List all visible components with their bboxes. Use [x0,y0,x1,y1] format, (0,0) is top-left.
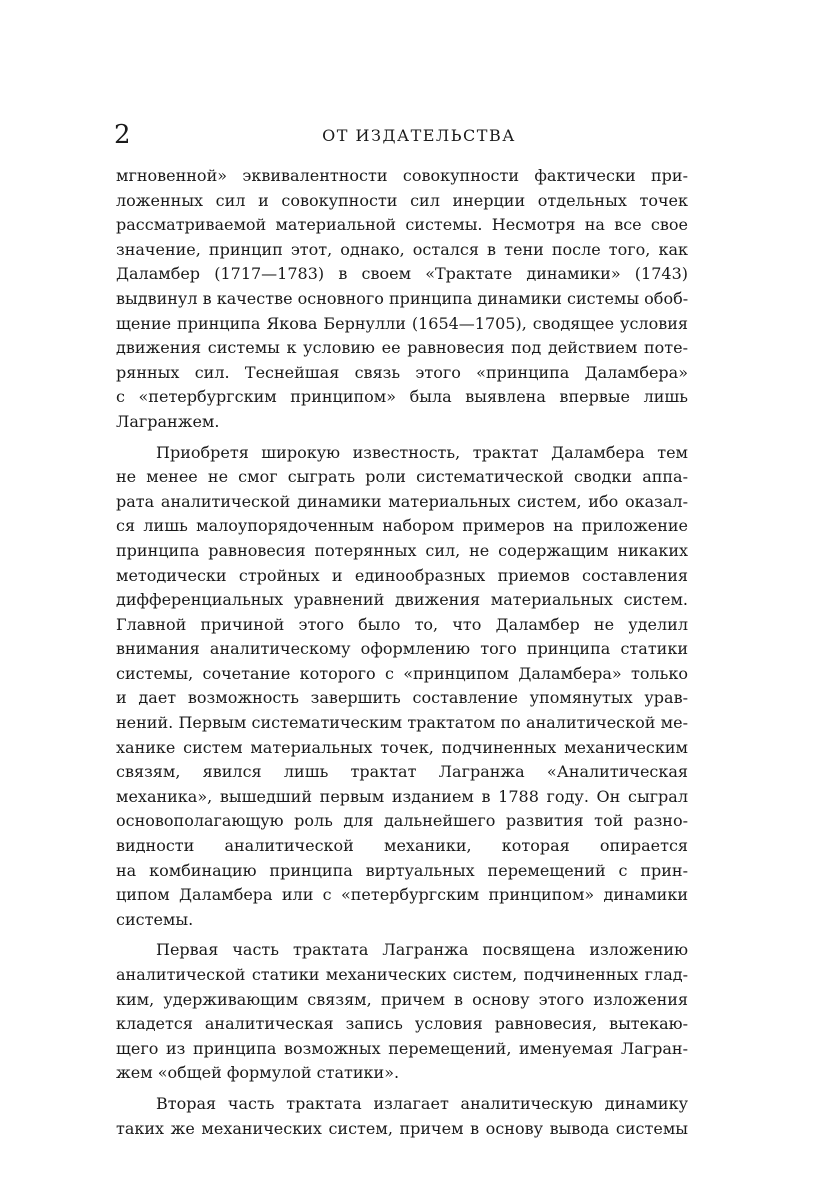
text-line: щение принципа Якова Бернулли (1654—1705), сводящее условия [116,313,688,333]
text-line: и дает возможность завершить составление упомянутых урав- [116,688,688,708]
text-line: Главной причиной этого было то, что Даламбер не уделил [116,614,688,634]
text-line: на комбинацию принципа виртуальных перемещений с прин- [116,860,688,880]
text-line: мгновенной» эквивалентности совокупности фактически при- [116,166,688,185]
text-line: движения системы к условию ее равновесия под действием поте- [116,338,688,358]
text-line: аналитической статики механических систем, подчиненных глад- [116,965,688,984]
text-line: ложенных сил и совокупности сил инерции отдельных точек [116,190,688,210]
text-line: методически стройных и единообразных приемов составления [116,565,688,585]
text-line: внимания аналитическому оформлению того принципа статики [116,639,688,659]
page-header [114,118,684,152]
text-line: механика», вышедший первым изданием в 1788 году. Он сыграл [116,786,688,806]
paragraph [116,1092,688,1141]
text-line: нений. Первым систематическим трактатом по аналитической ме- [116,713,688,733]
text-line: Первая часть трактата Лагранжа посвящена изложению [156,940,688,960]
running-head: ОТ ИЗДАТЕЛЬСТВА [322,126,516,145]
text-line: значение, принцип этот, однако, остался в тени после того, как [116,239,688,259]
text-line: видности аналитической механики, которая опирается [116,836,688,856]
paragraph [116,938,688,1086]
text-line: рянных сил. Теснейшая связь этого «принципа Даламбера» [116,362,688,382]
text-line: кладется аналитическая запись условия равновесия, вытекаю- [116,1014,688,1034]
text-line: рата аналитической динамики материальных систем, ибо оказал- [116,491,688,511]
text-line: Лагранжем. [116,411,220,431]
text-line: ципом Даламбера или с «петербургским принципом» динамики [116,885,688,905]
text-line: жем «общей формулой статики». [116,1063,400,1083]
text-line: ханике систем материальных точек, подчиненных механическим [116,737,688,757]
text-line: не менее не смог сыграть роли систематической сводки аппа- [116,467,688,487]
text-line: системы, сочетание которого с «принципом Даламбера» только [116,663,688,683]
text-line: принципа равновесия потерянных сил, не содержащим никаких [116,540,688,560]
text-line: связям, явился лишь трактат Лагранжа «Аналитическая [116,762,688,782]
body-text [116,164,688,1141]
text-line: ким, удерживающим связям, причем в основу этого изложения [116,989,688,1009]
paragraph [116,164,688,435]
text-line: Приобретя широкую известность, трактат Даламбера тем [156,442,688,462]
text-line: рассматриваемой материальной системы. Несмотря на все свое [116,215,688,235]
text-line: Вторая часть трактата излагает аналитическую динамику [156,1093,688,1113]
text-line: ся лишь малоупорядоченным набором примеров на приложение [116,516,688,536]
text-line: щего из принципа возможных перемещений, именуемая Лагран- [116,1038,688,1058]
text-line: дифференциальных уравнений движения материальных систем. [116,590,688,610]
text-line: системы. [116,909,194,929]
text-line: с «петербургским принципом» была выявлена впервые лишь [116,387,688,407]
text-line: таких же механических систем, причем в основу вывода системы [116,1118,688,1138]
paragraph [116,441,688,933]
page-number: 2 [114,120,131,150]
text-line: основополагающую роль для дальнейшего развития той разно- [116,811,688,831]
text-line: выдвинул в качестве основного принципа динамики системы обоб- [116,288,688,308]
text-line: Даламбер (1717—1783) в своем «Трактате динамики» (1743) [116,264,688,284]
